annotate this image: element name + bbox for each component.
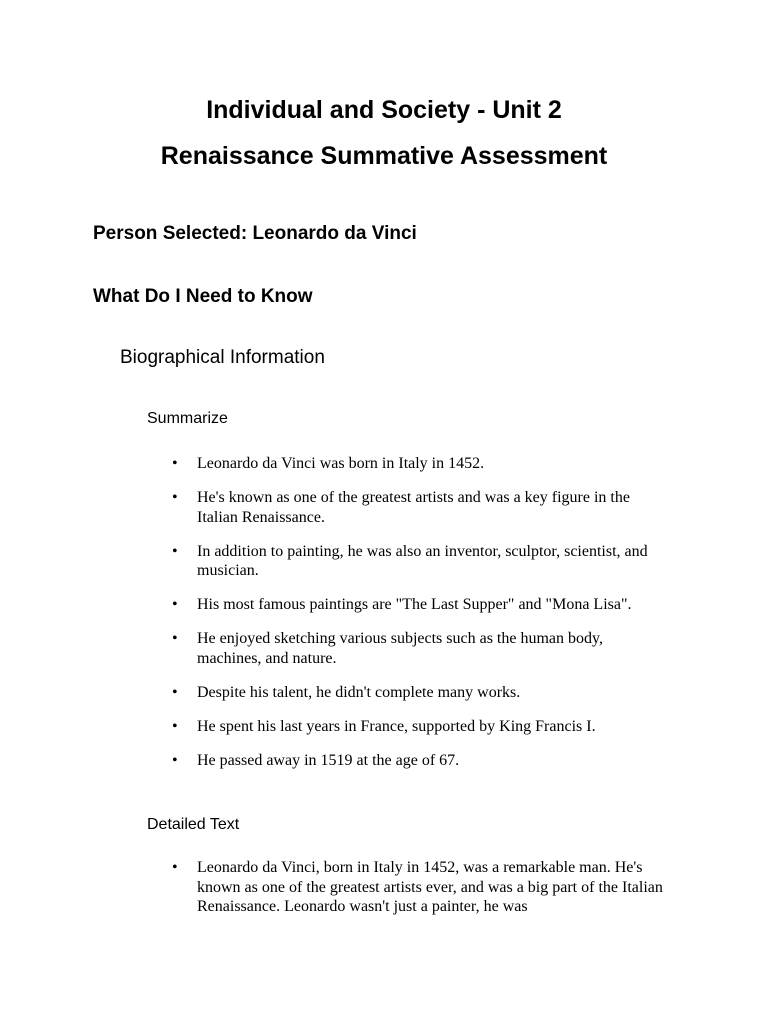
document-title-line-2: Renaissance Summative Assessment [160,142,608,170]
bullet-text: He enjoyed sketching various subjects such as the human body, machines, and nature. [197,630,603,667]
summary-bullet-list [170,454,670,785]
bullet-icon: • [172,542,178,560]
bullet-icon: • [172,751,178,769]
list-item [170,751,670,771]
bullet-icon: • [172,859,178,876]
bullet-text: He's known as one of the greatest artists and was a key figure in the Italian Renaissance. [197,489,630,526]
summarize-heading: Summarize [147,410,228,427]
bullet-text: He passed away in 1519 at the age of 67. [197,751,460,769]
list-item [170,629,670,668]
bullet-text: Despite his talent, he didn't complete many works. [197,683,521,701]
bullet-icon: • [172,717,178,735]
bullet-text: He spent his last years in France, supported by King Francis I. [197,717,596,735]
bullet-icon: • [172,683,178,701]
person-selected-heading: Person Selected: Leonardo da Vinci [93,223,417,244]
list-item [170,454,670,474]
list-item [170,595,670,615]
bullet-text: His most famous paintings are "The Last Supper" and "Mona Lisa". [197,596,632,613]
document-title-line-1: Individual and Society - Unit 2 [206,96,562,124]
detailed-text-heading: Detailed Text [147,816,240,833]
bullet-text: Leonardo da Vinci, born in Italy in 1452, was a remarkable man. He's known as one of the greatest artists ever, and was a big part of the Italian Renaissance. Leonardo wasn't just a painter, he was [197,859,663,915]
subsection-heading: Biographical Information [120,347,325,368]
list-item [170,683,670,703]
section-heading: What Do I Need to Know [93,286,313,307]
detailed-bullet-list [170,858,670,931]
list-item [170,858,670,917]
list-item [170,488,670,527]
list-item [170,542,670,581]
bullet-text: Leonardo da Vinci was born in Italy in 1452. [197,455,485,472]
bullet-text: In addition to painting, he was also an inventor, sculptor, scientist, and musician. [197,542,648,579]
bullet-icon: • [172,630,178,647]
bullet-icon: • [172,489,178,506]
list-item [170,717,670,737]
bullet-icon: • [172,455,178,472]
bullet-icon: • [172,596,178,613]
